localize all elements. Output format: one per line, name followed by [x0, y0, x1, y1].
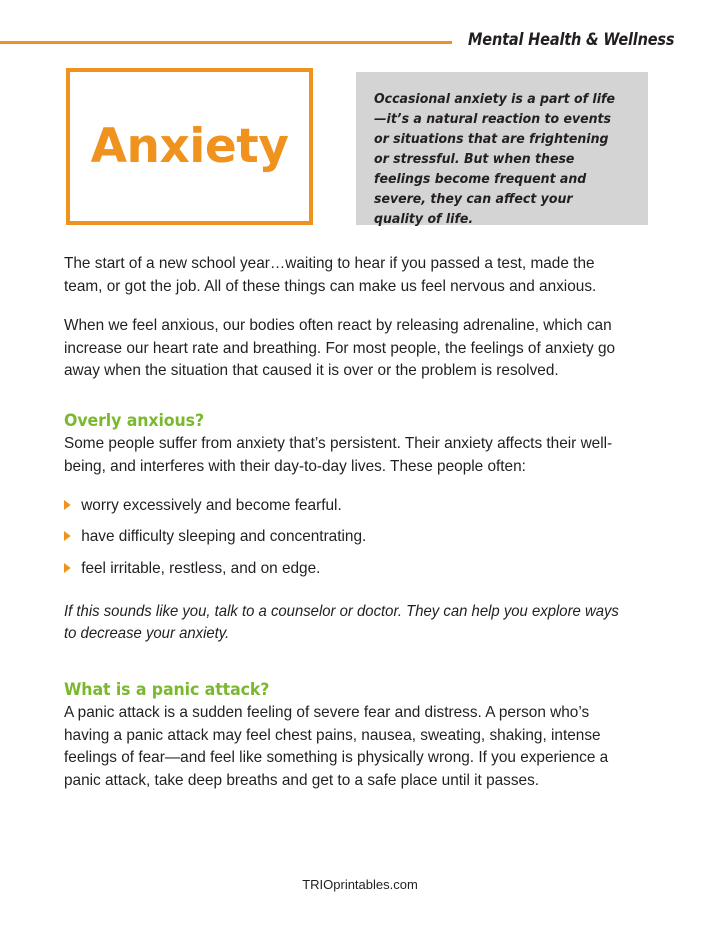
second-paragraph: When we feel anxious, our bodies often react by releasing adrenaline, which can increase our heart rate and breathing. For most people, the feelings of anxiety go away when the situation that caused it is over or the problem is resolved.: [64, 315, 616, 380]
header-rule: [0, 41, 452, 44]
list-item: [64, 557, 629, 580]
callout-box: [356, 72, 648, 228]
section-heading-overly-anxious: Overly anxious?: [64, 410, 205, 431]
panic-attack-paragraph: A panic attack is a sudden feeling of severe fear and distress. A person who’s having a panic attack may feel chest pains, nausea, sweating, shaking, intense feelings of fear—and feel like something is physically wrong. If you experience a panic attack, take deep breaths and get to a safe place until it passes.: [64, 702, 609, 790]
spacer: [64, 661, 656, 679]
callout-text: Occasional anxiety is a part of life—it’s a natural reaction to events or situations that are frightening or stressful. But when these feelings become frequent and severe, they can affect your quality of life.: [374, 92, 615, 228]
footer-website-label: TRIOprintables.com: [302, 877, 418, 892]
header-category-label: Mental Health & Wellness: [468, 30, 675, 49]
page-header: [0, 30, 720, 56]
intro-paragraph: The start of a new school year…waiting to hear if you passed a test, made the team, or got the job. All of these things can make us feel nervous and anxious.: [64, 254, 597, 295]
list-item: [64, 494, 629, 517]
list-item-label: feel irritable, restless, and on edge.: [81, 558, 321, 577]
main-content: [64, 252, 656, 792]
title-box: [66, 68, 313, 225]
list-item: [64, 525, 629, 548]
spacer: [64, 589, 656, 601]
triangle-right-icon: [64, 563, 71, 573]
spacer: [64, 398, 656, 410]
symptom-list: [64, 494, 656, 580]
list-item-label: worry excessively and become fearful.: [81, 495, 342, 514]
overly-anxious-paragraph: Some people suffer from anxiety that’s persistent. Their anxiety affects their well-being, and interferes with their day-to-day lives. These people often:: [64, 434, 613, 476]
section-heading-panic-attack: What is a panic attack?: [64, 678, 270, 699]
page-title: Anxiety: [90, 119, 289, 174]
list-item-label: have difficulty sleeping and concentrating.: [81, 527, 367, 546]
triangle-right-icon: [64, 531, 71, 541]
page-footer: [0, 876, 720, 894]
counselor-advice-paragraph: If this sounds like you, talk to a counselor or doctor. They can help you explore ways to decrease your anxiety.: [64, 602, 619, 642]
triangle-right-icon: [64, 500, 71, 510]
